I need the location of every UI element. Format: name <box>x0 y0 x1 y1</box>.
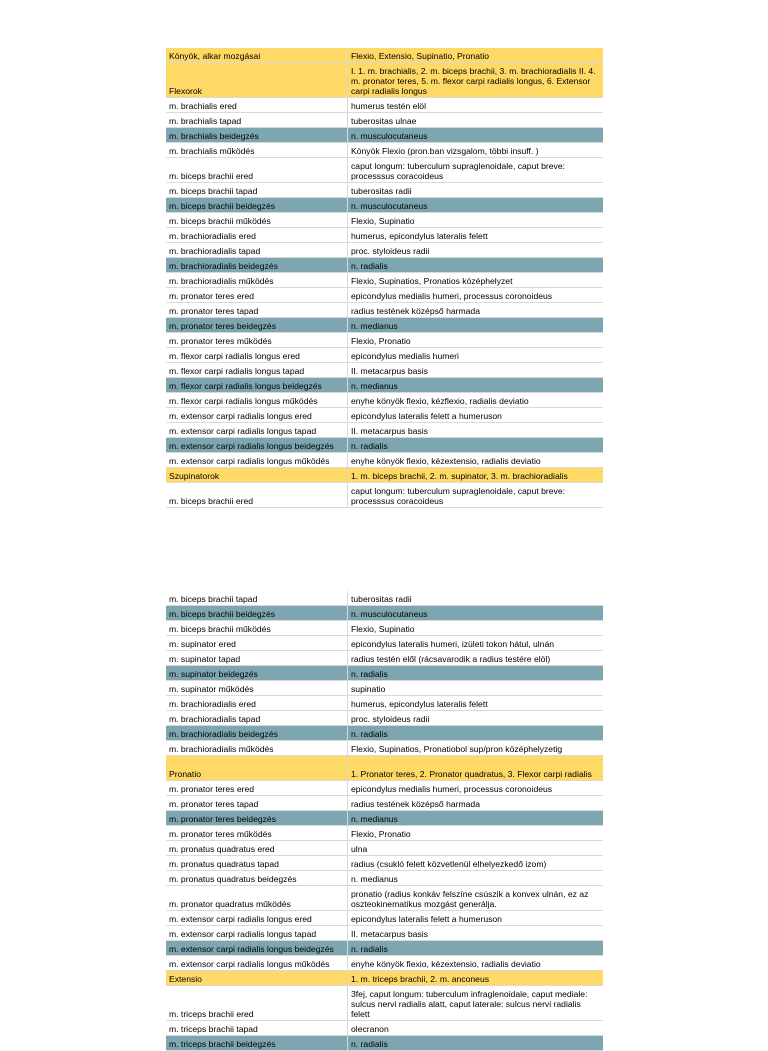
row-label-cell: m. biceps brachii működés <box>166 213 348 228</box>
table-row <box>166 393 603 408</box>
row-value-cell: olecranon <box>348 1021 604 1036</box>
row-label-cell: Szupinatorok <box>166 468 348 483</box>
row-label-cell: m. brachialis működés <box>166 143 348 158</box>
row-value-cell: epicondylus medialis humeri, processus coronoideus <box>348 288 604 303</box>
row-label-cell: m. brachioradialis tapad <box>166 243 348 258</box>
row-label-cell: m. brachioradialis beidegzés <box>166 726 348 741</box>
row-label-cell: m. pronator teres beidegzés <box>166 811 348 826</box>
table-row <box>166 1021 603 1036</box>
table-row <box>166 348 603 363</box>
row-label-cell: m. biceps brachii beidegzés <box>166 606 348 621</box>
table-row <box>166 956 603 971</box>
row-label-cell: m. extensor carpi radialis longus működés <box>166 453 348 468</box>
row-label-cell: m. brachioradialis tapad <box>166 711 348 726</box>
row-label-cell: m. brachioradialis beidegzés <box>166 258 348 273</box>
row-label-cell: m. pronator teres ered <box>166 781 348 796</box>
table-row <box>166 423 603 438</box>
row-value-cell: n. musculocutaneus <box>348 128 604 143</box>
row-value-cell: n. radialis <box>348 666 604 681</box>
table-row <box>166 621 603 636</box>
row-label-cell: m. extensor carpi radialis longus tapad <box>166 926 348 941</box>
row-label-cell: m. extensor carpi radialis longus beidegzés <box>166 438 348 453</box>
row-label-cell: m. brachialis ered <box>166 98 348 113</box>
row-label-cell: m. brachioradialis működés <box>166 741 348 756</box>
table-row <box>166 303 603 318</box>
muscle-table-part-2 <box>166 591 603 1051</box>
table-row <box>166 183 603 198</box>
row-label-cell: m. supinator működés <box>166 681 348 696</box>
table-row <box>166 856 603 871</box>
table-row <box>166 986 603 1021</box>
row-value-cell: epicondylus medialis humeri, processus coronoideus <box>348 781 604 796</box>
row-label-cell: m. pronator teres működés <box>166 333 348 348</box>
table-row <box>166 453 603 468</box>
row-value-cell: proc. styloideus radii <box>348 711 604 726</box>
row-label-cell: m. brachioradialis ered <box>166 696 348 711</box>
row-value-cell: n. musculocutaneus <box>348 606 604 621</box>
row-value-cell: Könyök Flexio (pron.ban vizsgalom, többi insuff. ) <box>348 143 604 158</box>
row-value-cell: n. musculocutaneus <box>348 198 604 213</box>
row-value-cell: 3fej, caput longum: tuberculum infraglenoidale, caput mediale: sulcus nervi radialis alatt, caput laterale: sulcus nervi radialis felett <box>348 986 604 1021</box>
table-row <box>166 408 603 423</box>
row-value-cell: humerus, epicondylus lateralis felett <box>348 696 604 711</box>
row-label-cell: m. biceps brachii ered <box>166 158 348 183</box>
row-value-cell: epicondylus lateralis humeri, izületi tokon hátul, ulnán <box>348 636 604 651</box>
table-row <box>166 886 603 911</box>
row-label-cell: m. supinator tapad <box>166 651 348 666</box>
row-label-cell: m. pronatus quadratus beidegzés <box>166 871 348 886</box>
row-value-cell: n. radialis <box>348 1036 604 1051</box>
row-label-cell: Könyök, alkar mozgásai <box>166 48 348 63</box>
row-value-cell: II. metacarpus basis <box>348 423 604 438</box>
row-value-cell: humerus, epicondylus lateralis felett <box>348 228 604 243</box>
row-value-cell: enyhe könyök flexio, kézflexio, radialis deviatio <box>348 393 604 408</box>
table-row <box>166 333 603 348</box>
row-value-cell: II. metacarpus basis <box>348 926 604 941</box>
row-value-cell: radius testének középső harmada <box>348 303 604 318</box>
row-value-cell: radius testének középső harmada <box>348 796 604 811</box>
row-value-cell: proc. styloideus radii <box>348 243 604 258</box>
row-value-cell: enyhe könyök flexio, kézextensio, radialis deviatio <box>348 453 604 468</box>
innervation-row <box>166 438 603 453</box>
row-label-cell: m. supinator beidegzés <box>166 666 348 681</box>
row-label-cell: m. pronator teres beidegzés <box>166 318 348 333</box>
row-label-cell: m. brachialis beidegzés <box>166 128 348 143</box>
row-value-cell: Flexio, Supinatio <box>348 213 604 228</box>
table-row <box>166 711 603 726</box>
row-label-cell: Flexorok <box>166 63 348 98</box>
table-row <box>166 483 603 508</box>
row-label-cell: m. flexor carpi radialis longus ered <box>166 348 348 363</box>
row-value-cell: n. radialis <box>348 726 604 741</box>
row-value-cell: tuberositas radii <box>348 183 604 198</box>
row-label-cell: m. flexor carpi radialis longus működés <box>166 393 348 408</box>
row-label-cell: m. flexor carpi radialis longus tapad <box>166 363 348 378</box>
section-header-row <box>166 63 603 98</box>
table-row <box>166 98 603 113</box>
muscle-table-part-1 <box>166 48 603 508</box>
table-row <box>166 143 603 158</box>
innervation-row <box>166 378 603 393</box>
table-row <box>166 288 603 303</box>
row-label-cell: m. extensor carpi radialis longus tapad <box>166 423 348 438</box>
innervation-row <box>166 726 603 741</box>
section-header-row <box>166 756 603 781</box>
table-row <box>166 273 603 288</box>
table-row <box>166 591 603 606</box>
row-label-cell: m. pronator teres működés <box>166 826 348 841</box>
row-value-cell: I. 1. m. brachialis, 2. m. biceps brachii, 3. m. brachioradialis II. 4. m. pronator teres, 5. m. flexor carpi radialis longus, 6. Extensor carpi radialis longus <box>348 63 604 98</box>
table-row <box>166 158 603 183</box>
innervation-row <box>166 941 603 956</box>
row-value-cell: 1. m. triceps brachii, 2. m. anconeus <box>348 971 604 986</box>
row-label-cell: m. pronatus quadratus ered <box>166 841 348 856</box>
row-label-cell: m. triceps brachii tapad <box>166 1021 348 1036</box>
row-value-cell: supinatio <box>348 681 604 696</box>
row-label-cell: m. pronator teres tapad <box>166 796 348 811</box>
innervation-row <box>166 1036 603 1051</box>
row-label-cell: Pronatio <box>166 756 348 781</box>
table-row <box>166 243 603 258</box>
innervation-row <box>166 318 603 333</box>
row-value-cell: pronatio (radius konkáv felszíne csúszik a konvex ulnán, ez az oszteokinematikus mozgást generálja. <box>348 886 604 911</box>
innervation-row <box>166 128 603 143</box>
row-label-cell: m. extensor carpi radialis longus működés <box>166 956 348 971</box>
table-row <box>166 741 603 756</box>
table-row <box>166 696 603 711</box>
row-value-cell: 1. Pronator teres, 2. Pronator quadratus, 3. Flexor carpi radialis <box>348 756 604 781</box>
innervation-row <box>166 811 603 826</box>
row-label-cell: m. biceps brachii ered <box>166 483 348 508</box>
row-value-cell: n. medianus <box>348 811 604 826</box>
table-row <box>166 911 603 926</box>
innervation-row <box>166 666 603 681</box>
table-row <box>166 781 603 796</box>
row-value-cell: radius (csukló felett közvetlenül elhelyezkedő izom) <box>348 856 604 871</box>
row-value-cell: Flexio, Supinatios, Pronatiobol sup/pron középhelyzetig <box>348 741 604 756</box>
row-label-cell: m. brachioradialis működés <box>166 273 348 288</box>
row-value-cell: n. radialis <box>348 438 604 453</box>
row-value-cell: n. medianus <box>348 378 604 393</box>
section-header-row <box>166 48 603 63</box>
row-label-cell: m. extensor carpi radialis longus ered <box>166 911 348 926</box>
row-label-cell: m. pronator quadratus működés <box>166 886 348 911</box>
row-value-cell: Flexio, Supinatios, Pronatios középhelyzet <box>348 273 604 288</box>
row-label-cell: m. supinator ered <box>166 636 348 651</box>
table-row <box>166 113 603 128</box>
row-value-cell: Flexio, Supinatio <box>348 621 604 636</box>
table-row <box>166 796 603 811</box>
row-value-cell: ulna <box>348 841 604 856</box>
row-value-cell: Flexio, Pronatio <box>348 333 604 348</box>
row-label-cell: m. flexor carpi radialis longus beidegzés <box>166 378 348 393</box>
table-row <box>166 213 603 228</box>
row-label-cell: m. extensor carpi radialis longus beidegzés <box>166 941 348 956</box>
table-row <box>166 841 603 856</box>
row-value-cell: humerus testén elöl <box>348 98 604 113</box>
table-row <box>166 871 603 886</box>
row-label-cell: m. pronatus quadratus tapad <box>166 856 348 871</box>
row-label-cell: m. biceps brachii beidegzés <box>166 198 348 213</box>
row-label-cell: m. brachioradialis ered <box>166 228 348 243</box>
table-row <box>166 363 603 378</box>
row-label-cell: m. biceps brachii működés <box>166 621 348 636</box>
row-value-cell: Flexio, Extensio, Supinatio, Pronatio <box>348 48 604 63</box>
row-value-cell: epicondylus lateralis felett a humeruson <box>348 408 604 423</box>
row-label-cell: Extensio <box>166 971 348 986</box>
innervation-row <box>166 198 603 213</box>
table-row <box>166 228 603 243</box>
row-label-cell: m. biceps brachii tapad <box>166 591 348 606</box>
table-row <box>166 636 603 651</box>
row-value-cell: n. medianus <box>348 871 604 886</box>
innervation-row <box>166 258 603 273</box>
row-label-cell: m. brachialis tapad <box>166 113 348 128</box>
row-label-cell: m. extensor carpi radialis longus ered <box>166 408 348 423</box>
row-label-cell: m. biceps brachii tapad <box>166 183 348 198</box>
row-value-cell: n. radialis <box>348 258 604 273</box>
table-row <box>166 681 603 696</box>
innervation-row <box>166 606 603 621</box>
row-label-cell: m. triceps brachii beidegzés <box>166 1036 348 1051</box>
row-value-cell: caput longum: tuberculum supraglenoidale, caput breve: processsus coracoideus <box>348 158 604 183</box>
row-value-cell: tuberositas ulnae <box>348 113 604 128</box>
row-value-cell: 1. m. biceps brachii, 2. m. supinator, 3. m. brachioradialis <box>348 468 604 483</box>
row-value-cell: epicondylus lateralis felett a humeruson <box>348 911 604 926</box>
section-header-row <box>166 971 603 986</box>
row-value-cell: II. metacarpus basis <box>348 363 604 378</box>
row-value-cell: caput longum: tuberculum supraglenoidale, caput breve: processsus coracoideus <box>348 483 604 508</box>
row-label-cell: m. triceps brachii ered <box>166 986 348 1021</box>
row-value-cell: Flexio, Pronatio <box>348 826 604 841</box>
row-value-cell: enyhe könyök flexio, kézextensio, radialis deviatio <box>348 956 604 971</box>
row-label-cell: m. pronator teres ered <box>166 288 348 303</box>
row-value-cell: n. medianus <box>348 318 604 333</box>
table-row <box>166 926 603 941</box>
row-label-cell: m. pronator teres tapad <box>166 303 348 318</box>
section-header-row <box>166 468 603 483</box>
row-value-cell: tuberositas radii <box>348 591 604 606</box>
row-value-cell: radius testén elől (rácsavarodik a radius testére elöl) <box>348 651 604 666</box>
table-row <box>166 826 603 841</box>
table-row <box>166 651 603 666</box>
row-value-cell: epicondylus medialis humeri <box>348 348 604 363</box>
row-value-cell: n. radialis <box>348 941 604 956</box>
